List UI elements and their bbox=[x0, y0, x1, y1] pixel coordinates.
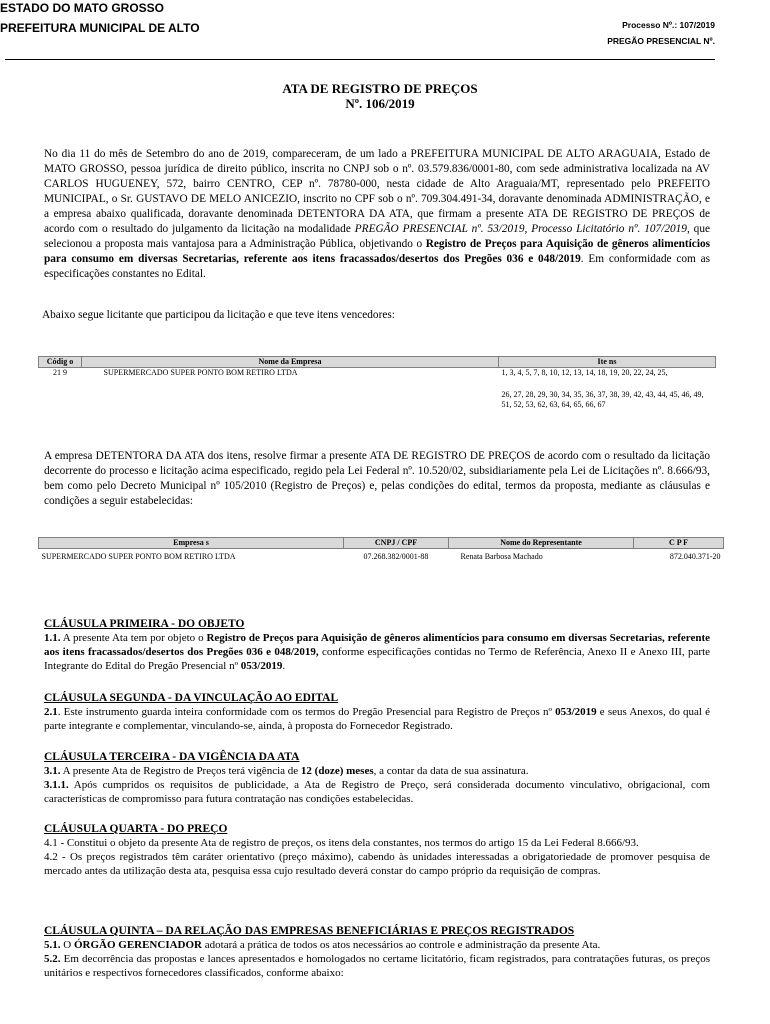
detentora-representative: Renata Barbosa Machado bbox=[460, 552, 543, 561]
header-city: PREFEITURA MUNICIPAL DE ALTO bbox=[0, 21, 200, 35]
clausula-terceira-3-1: 3.1. A presente Ata de Registro de Preços terá vigência de 12 (doze) meses, a contar da data de sua assinatura. bbox=[44, 765, 529, 777]
table-header-company: Nome da Empresa bbox=[82, 357, 499, 368]
table-row bbox=[39, 368, 716, 411]
detentora-company: SUPERMERCADO SUPER PONTO BOM RETIRO LTDA bbox=[41, 552, 236, 561]
table2-header-representative: Nome do Representante bbox=[449, 538, 634, 549]
clausula-terceira-title: CLÁUSULA TERCEIRA - DA VIGÊNCIA DA ATA bbox=[44, 751, 300, 763]
table2-header-cnpj: CNPJ / CPF bbox=[344, 538, 449, 549]
clausula-primeira-text: 1.1. A presente Ata tem por objeto o Registro de Preços para Aquisição de gêneros alimentícios para consumo em diversas Secretarias, referente aos itens fracassados/desertos dos Pregões 036 e 048/2019, conforme especificações contidas no Termo de Referência, Anexo II e Anexo III, parte Integrante do Edital do Pregão Presencial nº 053/2019. bbox=[44, 632, 711, 672]
detentora-table bbox=[38, 537, 724, 562]
clausula-quinta-5-1: 5.1. O ÓRGÃO GERENCIADOR adotará a prática de todos os atos necessários ao controle e administração da presente Ata. bbox=[44, 939, 601, 951]
licitante-intro: Abaixo segue licitante que participou da licitação e que teve itens vencedores: bbox=[42, 309, 395, 321]
clausula-quinta bbox=[44, 924, 710, 980]
clausula-terceira-3-1-1: 3.1.1. Após cumpridos os requisitos de publicidade, a Ata de Registro de Preço, será considerada documento vinculativo, obrigacional, com características de compromisso para futura contratação nas condições estabelecidas. bbox=[44, 779, 710, 805]
header-state: ESTADO DO MATO GROSSO bbox=[0, 1, 165, 15]
clausula-quinta-5-2: 5.2. Em decorrência das propostas e lances apresentados e homologados no certame licitatório, ficam registrados, para contratações futuras, os preços unitários e respectivos fornecedores classificados, conforme abaixo: bbox=[44, 953, 710, 979]
intro-object: Registro de Preços para Aquisição de gêneros alimentícios para consumo em diversas Secretarias, referente aos itens fracassados/desertos dos Pregões 036 e 048/2019 bbox=[44, 238, 711, 265]
intro-text-2: , que selecionou a proposta mais vantajosa para a Administração Pública, objetivando o bbox=[44, 223, 710, 250]
clausula-quarta-4-2: 4.2 - Os preços registrados têm caráter orientativo (preço máximo), cabendo às unidades interessadas a obrigatoriedade de promover pesquisa de mercado antes da utilização desta ata, pesquisa essa cujo resultado deverá constar do campo próprio da requisição de compras. bbox=[44, 851, 710, 877]
detentora-cnpj: 07.268.382/0001-88 bbox=[363, 552, 429, 561]
clausula-segunda-title: CLÁUSULA SEGUNDA - DA VINCULAÇÃO AO EDITAL bbox=[44, 692, 339, 704]
document-number: Nº. 106/2019 bbox=[345, 96, 415, 111]
clausula-quarta bbox=[44, 822, 710, 878]
company-code: 21 9 bbox=[53, 368, 67, 377]
company-items bbox=[499, 368, 716, 411]
table-row bbox=[39, 549, 724, 563]
intro-text-3: . Em conformidade com as especificações constantes no Edital. bbox=[44, 253, 710, 280]
clausula-terceira bbox=[44, 750, 710, 806]
document-title: ATA DE REGISTRO DE PREÇOS bbox=[282, 81, 478, 96]
detentora-cpf: 872.040.371-20 bbox=[669, 552, 721, 561]
table2-header-cpf: C P F bbox=[634, 538, 724, 549]
header-pregao: PREGÃO PRESENCIAL Nº. bbox=[607, 36, 715, 46]
items-line-2: 26, 27, 28, 29, 30, 34, 35, 36, 37, 38, 39, 42, 43, 44, 45, 46, 49, 51, 52, 53, 62, 63, 64, 65, 66, 67 bbox=[501, 390, 704, 409]
clausula-quinta-title: CLÁUSULA QUINTA – DA RELAÇÃO DAS EMPRESAS BENEFICIÁRIAS E PREÇOS REGISTRADOS bbox=[44, 925, 575, 937]
clausula-primeira-title: CLÁUSULA PRIMEIRA - DO OBJETO bbox=[44, 618, 245, 630]
table-header-code: Códig o bbox=[39, 357, 82, 368]
header-process: Processo Nº.: 107/2019 bbox=[622, 20, 715, 30]
company-name: SUPERMERCADO SUPER PONTO BOM RETIRO LTDA bbox=[103, 368, 298, 377]
items-line-1: 1, 3, 4, 5, 7, 8, 10, 12, 13, 14, 18, 19, 20, 22, 24, 25, bbox=[501, 368, 668, 377]
intro-text-1: No dia 11 do mês de Setembro do ano de 2019, compareceram, de um lado a PREFEITURA MUNICIPAL DE ALTO ARAGUAIA, Estado de MATO GROSSO, pessoa jurídica de direito público, inscrita no CNPJ sob o nº. 03.579.836/0001-80, com sede administrativa localizada na AV CARLOS HUGUENEY, 572, bairro CENTRO, CEP nº. 78780-000, nesta cidade de Alto Araguaia/MT, representado pelo PREFEITO MUNICIPAL, o Sr. GUSTAVO DE MELO ANICEZIO, inscrito no CPF sob o nº. 709.304.491-34, doravante denominada ADMINISTRAÇÃO, e a empresa abaixo qualificada, doravante denominada DETENTORA DA ATA, que firmam a presente ATA DE REGISTRO DE PREÇOS de acordo com o resultado do julgamento da licitação na modalidade bbox=[44, 148, 710, 235]
clausula-segunda-text: 2.1. Este instrumento guarda inteira conformidade com os termos do Pregão Presencial para Registro de Preços nº 053/2019 e seus Anexos, do qual é parte integrante e complementar, vinculando-se, ainda, à proposta do Fornecedor Registrado. bbox=[44, 706, 711, 732]
intro-modality: PREGÃO PRESENCIAL nº. 53/2019, Processo Licitatório nº. 107/2019 bbox=[354, 223, 687, 235]
intro-paragraph bbox=[44, 147, 710, 282]
table2-header-company: Empresa s bbox=[39, 538, 344, 549]
header-divider bbox=[5, 59, 715, 60]
clausula-segunda bbox=[44, 691, 710, 733]
clausula-primeira bbox=[44, 617, 710, 673]
clausula-quarta-4-1: 4.1 - Constitui o objeto da presente Ata de registro de preços, os itens dela constantes, nos termos do artigo 15 da Lei Federal 8.666/93. bbox=[44, 837, 639, 849]
clausula-quarta-title: CLÁUSULA QUARTA - DO PREÇO bbox=[44, 823, 228, 835]
detentora-paragraph: A empresa DETENTORA DA ATA dos itens, resolve firmar a presente ATA DE REGISTRO DE PREÇOS de acordo com o resultado da licitação decorrente do processo e licitação acima especificado, regido pela Lei Federal nº. 10.520/02, subsidiariamente pela Lei de Licitações nº. 8.666/93, bem como pelo Decreto Municipal nº 105/2010 (Registro de Preços) e, pelas condições do edital, termos da proposta, mediante as cláusulas e condições a seguir estabelecidas: bbox=[44, 450, 710, 507]
table-header-items: Ite ns bbox=[499, 357, 716, 368]
licitantes-table bbox=[38, 356, 716, 410]
